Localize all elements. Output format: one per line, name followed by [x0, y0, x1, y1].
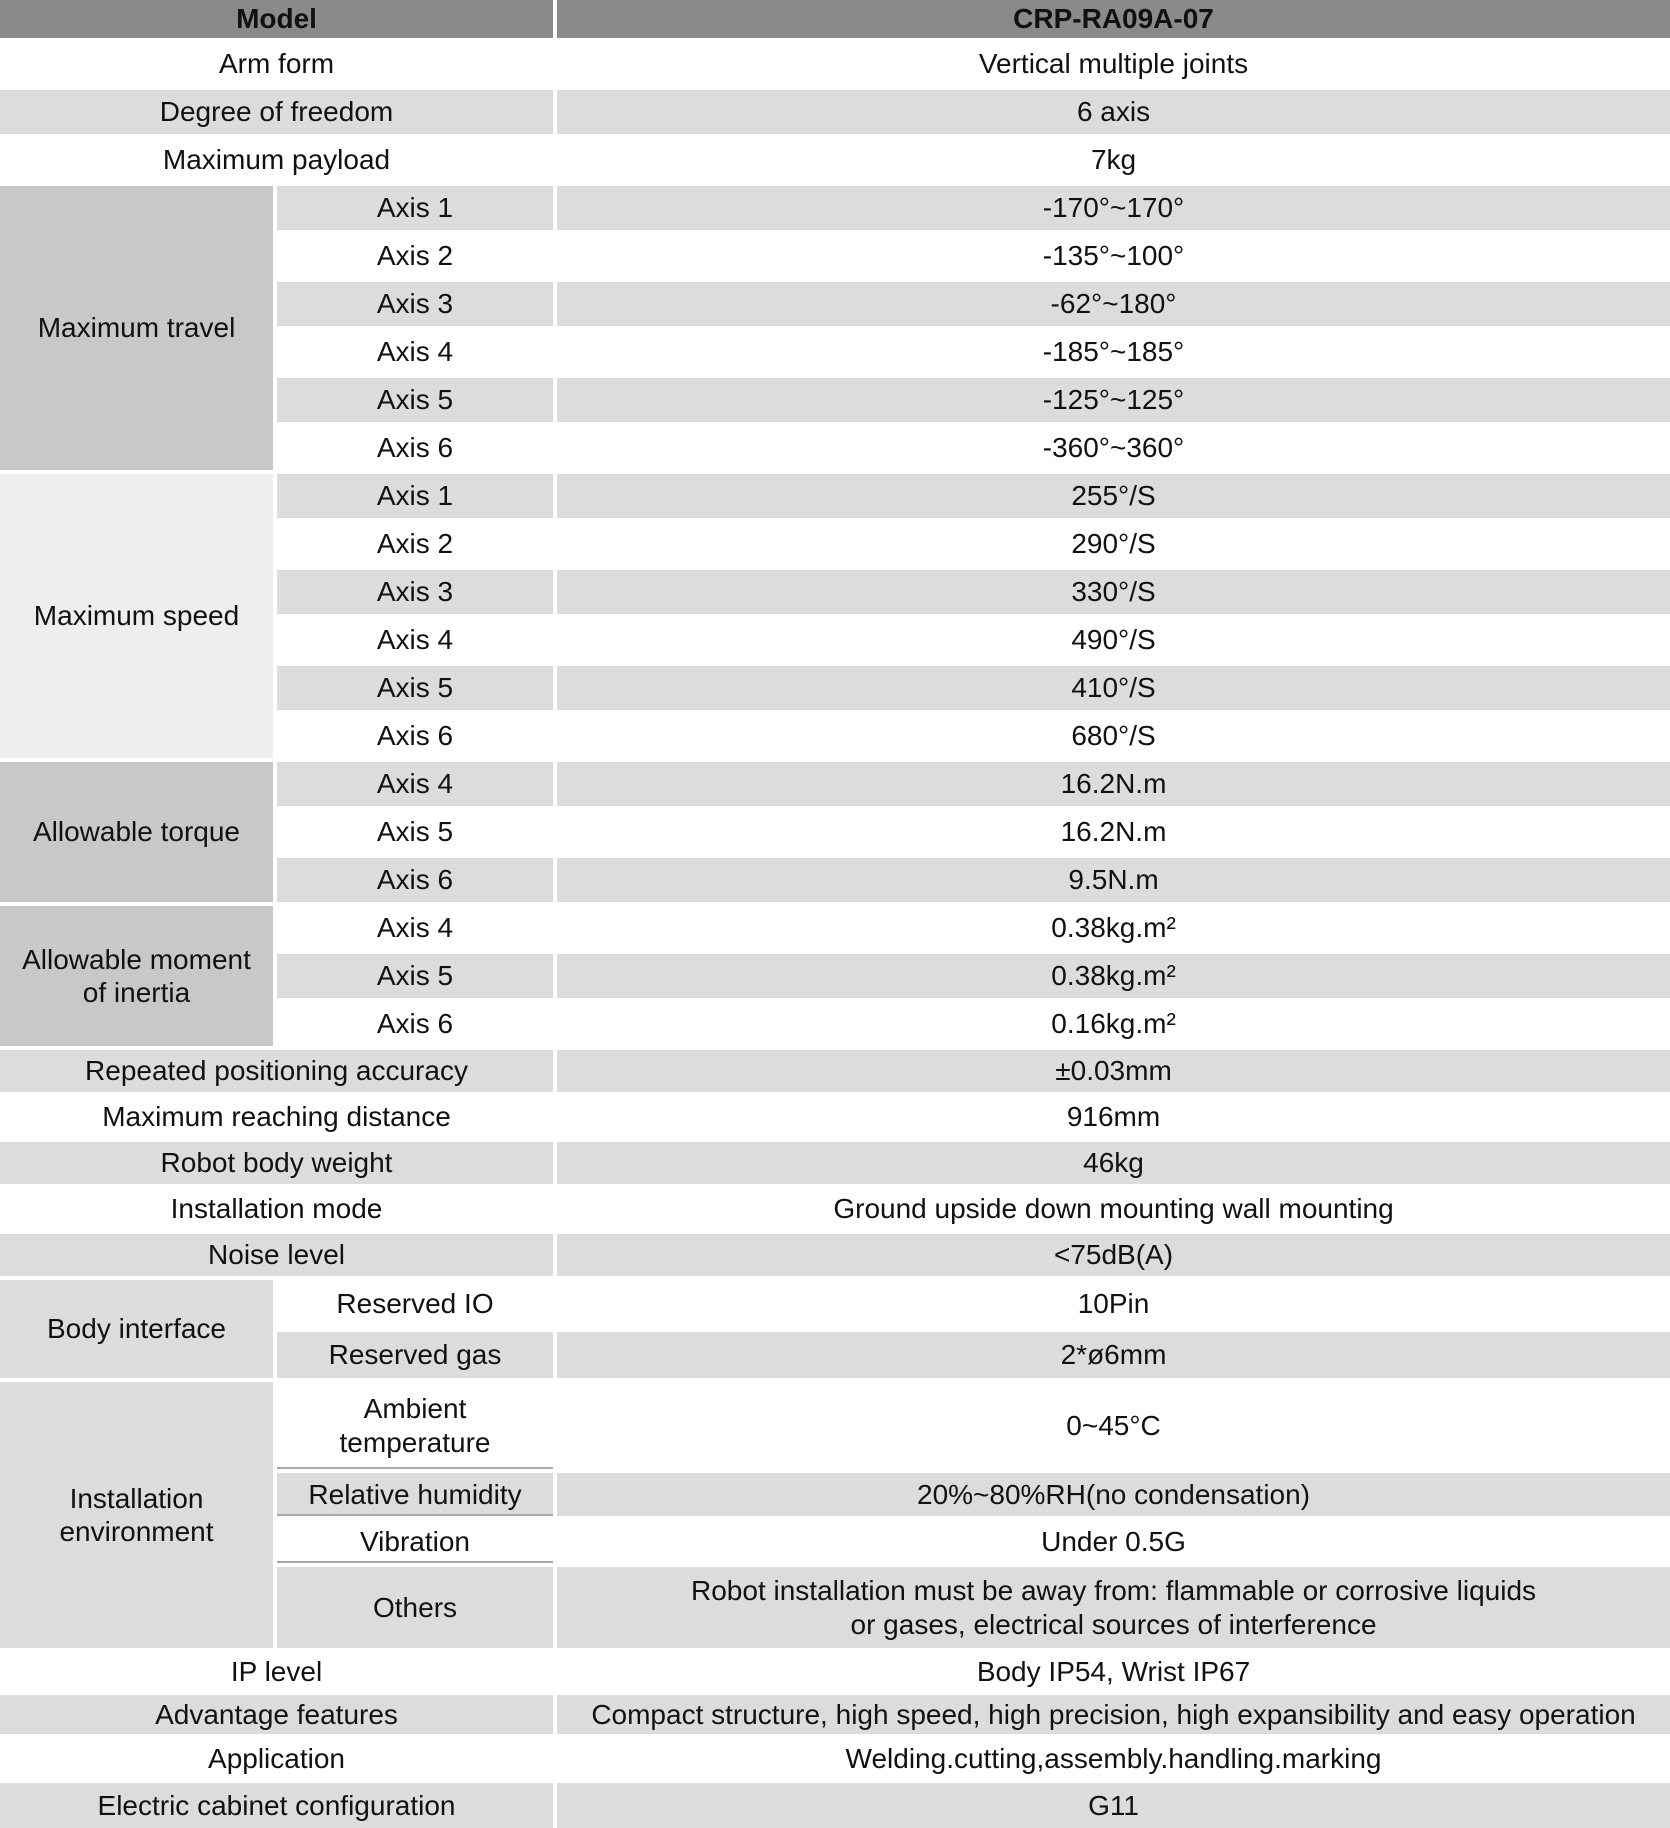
- value-advantage-features: Compact structure, high speed, high precision, high expansibility and easy operation: [557, 1695, 1670, 1738]
- table-row: [0, 1280, 1670, 1332]
- table-row: [0, 1738, 1670, 1783]
- label-ip-level: IP level: [0, 1652, 557, 1695]
- group-label-maximum-speed: Maximum speed: [0, 474, 277, 762]
- value-inertia-axis-4: 0.38kg.m²: [557, 906, 1670, 954]
- value-reserved-gas: 2*ø6mm: [557, 1332, 1670, 1382]
- value-line-2: or gases, electrical sources of interference: [850, 1608, 1377, 1640]
- value-arm-form: Vertical multiple joints: [557, 42, 1670, 90]
- sub-label-relative-humidity: Relative humidity: [277, 1473, 557, 1520]
- sub-label-torque-axis-5: Axis 5: [277, 810, 557, 858]
- value-robot-body-weight: 46kg: [557, 1142, 1670, 1188]
- value-travel-axis-5: -125°~125°: [557, 378, 1670, 426]
- value-relative-humidity: 20%~80%RH(no condensation): [557, 1473, 1670, 1520]
- group-label-line-1: Allowable moment: [22, 943, 251, 975]
- value-torque-axis-6: 9.5N.m: [557, 858, 1670, 906]
- sub-label-travel-axis-4: Axis 4: [277, 330, 557, 378]
- sub-label-speed-axis-2: Axis 2: [277, 522, 557, 570]
- group-label-line-1: Installation: [69, 1482, 204, 1514]
- label-electric-cabinet-configuration: Electric cabinet configuration: [0, 1783, 557, 1828]
- label-robot-body-weight: Robot body weight: [0, 1142, 557, 1188]
- table-row: [0, 1234, 1670, 1280]
- value-line-1: Robot installation must be away from: flammable or corrosive liquids: [691, 1575, 1537, 1607]
- value-speed-axis-5: 410°/S: [557, 666, 1670, 714]
- group-label-body-interface: Body interface: [0, 1280, 277, 1382]
- value-travel-axis-1: -170°~170°: [557, 186, 1670, 234]
- value-inertia-axis-5: 0.38kg.m²: [557, 954, 1670, 1002]
- table-row: [0, 1050, 1670, 1096]
- value-ambient-temperature: 0~45°C: [557, 1382, 1670, 1473]
- sub-label-speed-axis-3: Axis 3: [277, 570, 557, 618]
- value-others: [557, 1567, 1670, 1652]
- header-row: [0, 0, 1670, 42]
- sub-label-travel-axis-6: Axis 6: [277, 426, 557, 474]
- value-installation-mode: Ground upside down mounting wall mounting: [557, 1188, 1670, 1234]
- sub-label-torque-axis-6: Axis 6: [277, 858, 557, 906]
- label-noise-level: Noise level: [0, 1234, 557, 1280]
- table-row: [0, 762, 1670, 810]
- sub-label-ambient-temperature: [277, 1382, 557, 1473]
- label-advantage-features: Advantage features: [0, 1695, 557, 1738]
- group-label-allowable-moment-of-inertia: [0, 906, 277, 1050]
- label-maximum-reaching-distance: Maximum reaching distance: [0, 1096, 557, 1142]
- label-maximum-payload: Maximum payload: [0, 138, 557, 186]
- table-row: [0, 1652, 1670, 1695]
- value-travel-axis-4: -185°~185°: [557, 330, 1670, 378]
- value-maximum-payload: 7kg: [557, 138, 1670, 186]
- table-row: [0, 186, 1670, 234]
- label-application: Application: [0, 1738, 557, 1783]
- table-row: [0, 90, 1670, 138]
- label-installation-mode: Installation mode: [0, 1188, 557, 1234]
- value-ip-level: Body IP54, Wrist IP67: [557, 1652, 1670, 1695]
- value-vibration: Under 0.5G: [557, 1520, 1670, 1567]
- table-row: [0, 906, 1670, 954]
- sub-label-line-2: temperature: [339, 1426, 491, 1458]
- sub-label-inertia-axis-4: Axis 4: [277, 906, 557, 954]
- sub-label-inertia-axis-6: Axis 6: [277, 1002, 557, 1050]
- sub-label-inertia-axis-5: Axis 5: [277, 954, 557, 1002]
- value-torque-axis-5: 16.2N.m: [557, 810, 1670, 858]
- table-row: [0, 42, 1670, 90]
- sub-label-others: Others: [277, 1567, 557, 1652]
- value-speed-axis-1: 255°/S: [557, 474, 1670, 522]
- value-maximum-reaching-distance: 916mm: [557, 1096, 1670, 1142]
- table-row: [0, 474, 1670, 522]
- value-degree-of-freedom: 6 axis: [557, 90, 1670, 138]
- sub-label-travel-axis-5: Axis 5: [277, 378, 557, 426]
- group-label-allowable-torque: Allowable torque: [0, 762, 277, 906]
- sub-label-reserved-gas: Reserved gas: [277, 1332, 557, 1382]
- model-header-label: Model: [0, 0, 557, 42]
- sub-label-vibration: Vibration: [277, 1520, 557, 1567]
- label-degree-of-freedom: Degree of freedom: [0, 90, 557, 138]
- sub-label-travel-axis-1: Axis 1: [277, 186, 557, 234]
- sub-label-torque-axis-4: Axis 4: [277, 762, 557, 810]
- sub-label-reserved-io: Reserved IO: [277, 1280, 557, 1332]
- value-travel-axis-6: -360°~360°: [557, 426, 1670, 474]
- label-arm-form: Arm form: [0, 42, 557, 90]
- value-speed-axis-4: 490°/S: [557, 618, 1670, 666]
- value-torque-axis-4: 16.2N.m: [557, 762, 1670, 810]
- sub-label-speed-axis-5: Axis 5: [277, 666, 557, 714]
- group-label-line-2: of inertia: [82, 977, 191, 1008]
- value-repeated-positioning-accuracy: ±0.03mm: [557, 1050, 1670, 1096]
- sub-label-speed-axis-6: Axis 6: [277, 714, 557, 762]
- table-row: [0, 1783, 1670, 1828]
- value-travel-axis-2: -135°~100°: [557, 234, 1670, 282]
- sub-label-speed-axis-1: Axis 1: [277, 474, 557, 522]
- group-label-installation-environment: [0, 1382, 277, 1652]
- sub-label-travel-axis-3: Axis 3: [277, 282, 557, 330]
- table-row: [0, 1695, 1670, 1738]
- label-repeated-positioning-accuracy: Repeated positioning accuracy: [0, 1050, 557, 1096]
- sub-label-travel-axis-2: Axis 2: [277, 234, 557, 282]
- sub-label-speed-axis-4: Axis 4: [277, 618, 557, 666]
- group-label-maximum-travel: Maximum travel: [0, 186, 277, 474]
- value-travel-axis-3: -62°~180°: [557, 282, 1670, 330]
- value-speed-axis-2: 290°/S: [557, 522, 1670, 570]
- table-row: [0, 138, 1670, 186]
- table-row: [0, 1142, 1670, 1188]
- value-noise-level: <75dB(A): [557, 1234, 1670, 1280]
- group-label-line-2: environment: [59, 1516, 214, 1547]
- value-speed-axis-6: 680°/S: [557, 714, 1670, 762]
- table-row: [0, 1096, 1670, 1142]
- model-number: CRP-RA09A-07: [557, 0, 1670, 42]
- value-electric-cabinet-configuration: G11: [557, 1783, 1670, 1828]
- sub-label-line-1: Ambient: [363, 1393, 467, 1425]
- value-inertia-axis-6: 0.16kg.m²: [557, 1002, 1670, 1050]
- table-row: [0, 1188, 1670, 1234]
- value-application: Welding.cutting,assembly.handling.marking: [557, 1738, 1670, 1783]
- table-row: [0, 1382, 1670, 1473]
- value-speed-axis-3: 330°/S: [557, 570, 1670, 618]
- value-reserved-io: 10Pin: [557, 1280, 1670, 1332]
